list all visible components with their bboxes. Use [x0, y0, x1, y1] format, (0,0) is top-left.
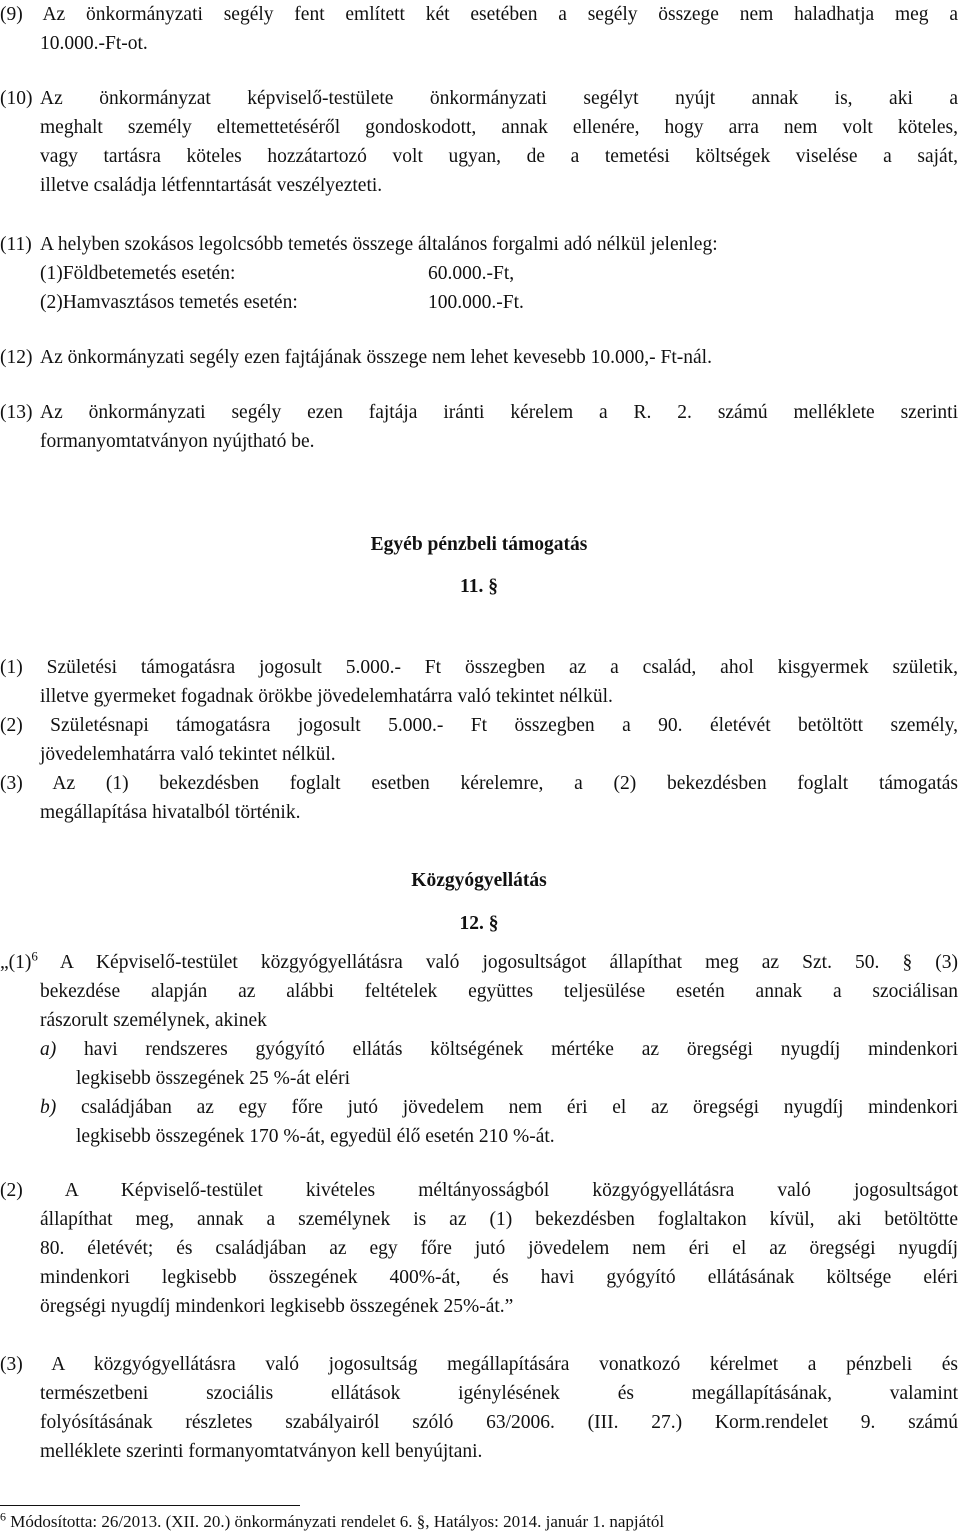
text-line: (2) Születésnapi támogatásra jogosult 5.000.- Ft összegben a 90. életévét betöltött személy,: [0, 715, 958, 736]
text-line: (2) A Képviselő-testület kivételes méltányosságból közgyógyellátásra való jogosultságot: [0, 1180, 958, 1201]
text-line: megállapítása hivatalból történik.: [40, 802, 301, 823]
footnote-number: 6: [0, 1509, 6, 1524]
paragraph-prefix: „(1): [0, 952, 32, 973]
paragraph-13: [0, 398, 958, 456]
text-line: legkisebb összegének 25 %-át eléri: [76, 1068, 350, 1089]
text-line: illetve gyermeket fogadnak örökbe jövedelemhatárra való tekintet nélkül.: [40, 686, 613, 707]
text-line: 80. életévét; és családjában az egy főre jutó jövedelem nem éri el az öregségi nyugdíj: [40, 1238, 958, 1259]
burial-amount: 60.000.-Ft,: [428, 263, 515, 284]
text-line: melléklete szerinti formanyomtatványon kell benyújtani.: [40, 1441, 483, 1462]
text-line: (3) A közgyógyellátásra való jogosultság megállapítására vonatkozó kérelmet a pénzbeli és: [0, 1354, 958, 1375]
section-title: Egyéb pénzbeli támogatás: [370, 534, 588, 555]
item-label: b): [40, 1097, 57, 1118]
footnote-text: Módosította: 26/2013. (XII. 20.) önkormányzati rendelet 6. §, Hatályos: 2014. január 1. napjától: [6, 1512, 665, 1531]
text-line: (3) Az (1) bekezdésben foglalt esetben kérelemre, a (2) bekezdésben foglalt támogatás: [0, 773, 958, 794]
text-line: legkisebb összegének 170 %-át, egyedül élő esetén 210 %-át.: [76, 1126, 555, 1147]
paragraph-11: [0, 230, 958, 317]
text-line: családjában az egy főre jutó jövedelem nem éri el az öregségi nyugdíj mindenkori: [56, 1097, 958, 1118]
burial-label: (1)Földbetemetés esetén:: [40, 263, 236, 284]
text-line: rászorult személynek, akinek: [40, 1010, 267, 1031]
paragraph-10: [0, 84, 958, 200]
text-line: Az önkormányzati segély ezen fajtája iránti kérelem a R. 2. számú melléklete szerinti: [40, 402, 958, 423]
burial-cost-row: [0, 259, 958, 288]
text-line: Az önkormányzat képviselő-testülete önkormányzati segélyt nyújt annak is, aki a: [40, 88, 958, 109]
section-number: 11. §: [460, 576, 498, 597]
text-line: mindenkori legkisebb összegének 400%-át, és havi gyógyító ellátásának költsége eléri: [40, 1267, 958, 1288]
text-line: 10.000.-Ft-ot.: [40, 33, 148, 54]
text-line: A Képviselő-testület közgyógyellátásra való jogosultságot állapíthat meg az Szt. 50. § (3): [37, 952, 958, 973]
paragraph-number: (13): [0, 402, 33, 423]
text-line: vagy tartásra köteles hozzátartozó volt ugyan, de a temetési költségek viselése a saját,: [40, 146, 958, 167]
section-12-paragraph-2: [0, 1176, 958, 1321]
text-line: meghalt személy eltemettetéséről gondoskodott, annak ellenére, hogy arra nem volt köteles,: [40, 117, 958, 138]
paragraph-12: [0, 343, 958, 372]
paragraph-9: [0, 0, 958, 58]
text-line: öregségi nyugdíj mindenkori legkisebb összegének 25%-át.”: [40, 1296, 514, 1317]
text-line: természetbeni szociális ellátások igénylésének és megállapításának, valamint: [40, 1383, 958, 1404]
text-line: (9) Az önkormányzati segély fent említett két esetében a segély összege nem haladhatja meg a: [0, 4, 958, 25]
text-line: jövedelemhatárra való tekintet nélkül.: [40, 744, 336, 765]
text-line: (1) Születési támogatásra jogosult 5.000.- Ft összegben az a család, ahol kisgyermek születik,: [0, 657, 958, 678]
section-title: Közgyógyellátás: [411, 870, 547, 891]
cremation-amount: 100.000.-Ft.: [428, 292, 524, 313]
text-line: állapíthat meg, annak a személynek is az (1) bekezdésben foglaltakon kívül, aki betöltötte: [40, 1209, 958, 1230]
paragraph-number: (12): [0, 347, 33, 368]
text-line: folyósításának részletes szabályairól szóló 63/2006. (III. 27.) Korm.rendelet 9. számú: [40, 1412, 958, 1433]
text-line: Az önkormányzati segély ezen fajtájának összege nem lehet kevesebb 10.000,- Ft-nál.: [40, 347, 712, 368]
footnote-reference[interactable]: 6: [31, 948, 38, 964]
text-line: A helyben szokásos legolcsóbb temetés összege általános forgalmi adó nélkül jelenleg:: [40, 234, 718, 255]
section-number: 12. §: [459, 913, 499, 934]
footnote: [0, 1511, 664, 1533]
paragraph-number: (10): [0, 88, 33, 109]
section-12-paragraph-1: [0, 948, 958, 1151]
cremation-cost-row: [0, 288, 958, 317]
section-12-paragraph-3: [0, 1350, 958, 1466]
text-line: havi rendszeres gyógyító ellátás költségének mértéke az öregségi nyugdíj mindenkori: [56, 1039, 958, 1060]
item-label: a): [40, 1039, 57, 1060]
footnote-divider: [0, 1505, 300, 1506]
text-line: illetve családja létfenntartását veszélyezteti.: [40, 175, 383, 196]
cremation-label: (2)Hamvasztásos temetés esetén:: [40, 292, 298, 313]
paragraph-number: (11): [0, 234, 32, 255]
text-line: formanyomtatványon nyújtható be.: [40, 431, 315, 452]
section-11-body: [0, 653, 958, 827]
text-line: bekezdése alapján az alábbi feltételek együttes teljesülése esetén annak a szociálisan: [40, 981, 958, 1002]
